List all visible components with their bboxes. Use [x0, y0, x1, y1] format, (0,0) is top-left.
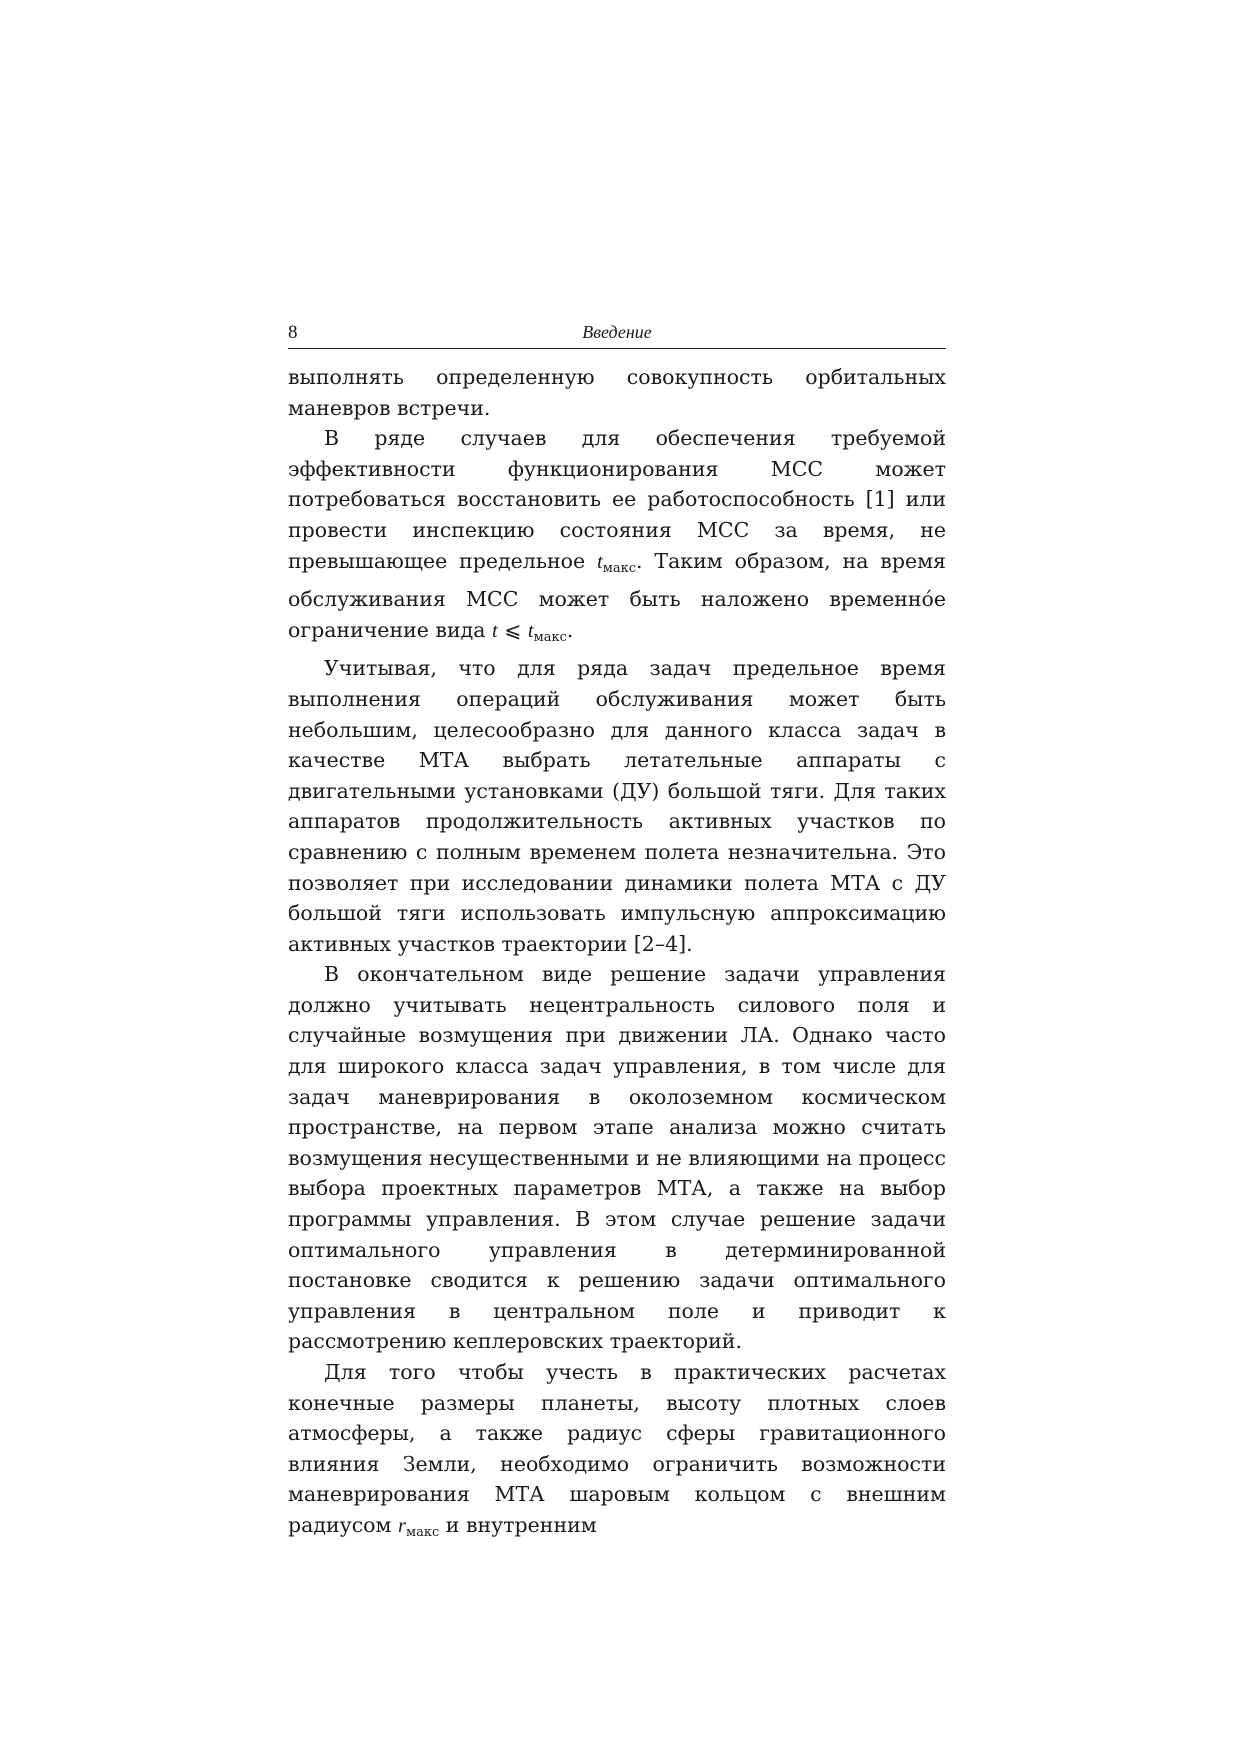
math-inequality-t: t [491, 619, 498, 642]
page-header [288, 322, 946, 349]
paragraph-2 [288, 423, 946, 653]
math-t: t [597, 550, 603, 573]
paragraph-5 [288, 1357, 946, 1549]
body-text [288, 362, 946, 1549]
math-inequality-subscript: макс [533, 629, 567, 645]
running-title: Введение [582, 322, 652, 342]
paragraph-5-text-1: Для того чтобы учесть в практических расчетах конечные размеры планеты, высоту плотных слоев атмосферы, а также радиус сферы гравитационного влияния Земли, необходимо ограничить возможности маневрирования МТА шаровым кольцом с внешним радиусом [288, 1360, 946, 1537]
math-subscript-max: макс [602, 560, 636, 576]
math-r: r [397, 1514, 406, 1537]
paragraph-3: Учитывая, что для ряда задач предельное время выполнения операций обслуживания может быть небольшим, целесообразно для данного класса задач в качестве МТА выбрать летательные аппараты с двигательными установками (ДУ) большой тяги. Для таких аппаратов продолжительность активных участков по сравнению с полным временем полета незначительна. Это позволяет при исследовании динамики полета МТА с ДУ большой тяги использовать импульсную аппроксимацию активных участков траектории [2–4]. [288, 656, 946, 956]
math-r-subscript-max: макс [405, 1524, 440, 1540]
paragraph-5-text-2: и внутренним [439, 1512, 597, 1537]
page-number: 8 [288, 322, 298, 343]
paragraph-4: В окончательном виде решение задачи управления должно учитывать нецентральность силового поля и случайные возмущения при движении ЛА. Однако часто для широкого класса задач управления, в том числе для задач маневрирования в околоземном космическом пространстве, на первом этапе анализа можно считать возмущения несущественными и не влияющими на процесс выбора проектных параметров МТА, а также на выбор программы управления. В этом случае решение задачи оптимального управления в детерминированной постановке сводится к решению задачи оптимального управления в центральном поле и приводит к рассмотрению кеплеровских траекторий. [288, 962, 946, 1354]
paragraph-2-text-3: . [566, 617, 574, 642]
paragraph-1: выполнять определенную совокупность орбитальных маневров встречи. [288, 365, 946, 420]
math-inequality-tmax: t [527, 619, 534, 642]
paragraph-2-text-1: В ряде случаев для обеспечения требуемой эффективности функционирования МСС может потребоваться восстановить ее работоспособность [1] или провести инспекцию состояния МСС за время, не превышающее предельное [288, 426, 946, 573]
paragraph-2-text-2: . Таким образом, на время обслуживания МСС может быть наложено временно́е ограничение вида [288, 548, 946, 642]
math-inequality-operator: ⩽ [497, 617, 528, 642]
